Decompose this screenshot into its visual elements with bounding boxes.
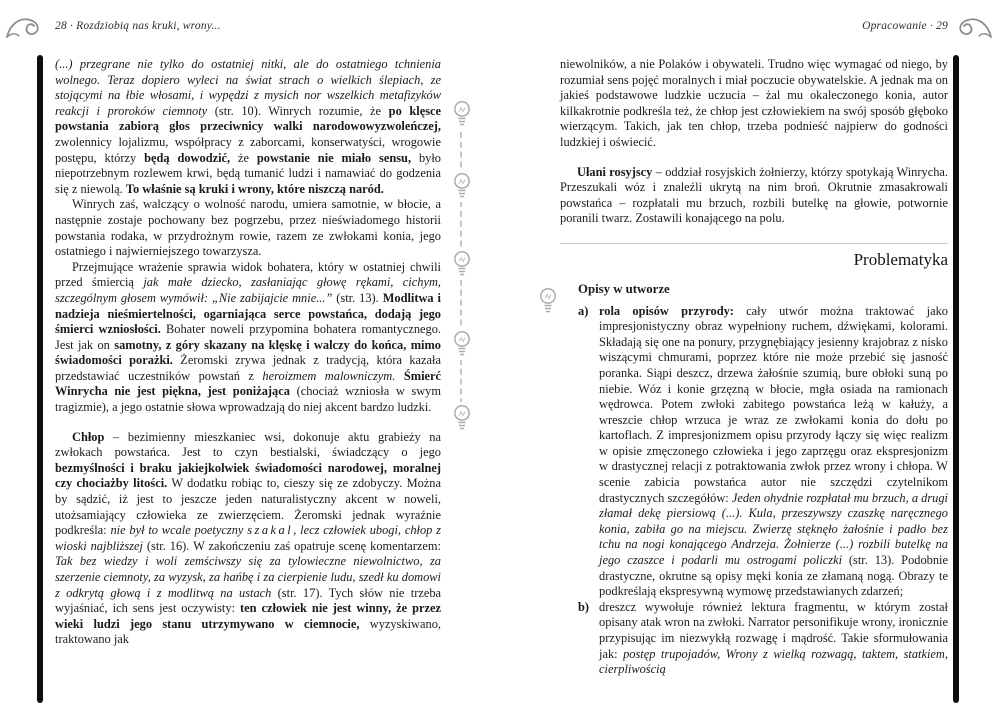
subsection-heading: Opisy w utworze (578, 281, 670, 296)
list-item-text: rola opisów przyrody: cały utwór można traktować jako impresjonistyczny obraz wypełniony ruchem, dźwiękami, kolorami. Składają się one na ponury, przygnębiający jesienny krajobraz z nisko wiszącymi chmurami, poprzez które nie może przebić się jasność poranka. Siąpi deszcz, drzewa żałośnie szumią, bure obłoki suną po niebie. Wóz i konie grzęzną w błocie, mgła osiada na ramionach wędrowca. Potem zwłoki zabitego powstańca leżą w kałuży, a wreszcie chłop wrzuca je wraz ze zwłokami konia do dołu po kartoflach. Z impresjonizmem opisu przyrody łączy się więc realizm w opisie zmęczonego człowieka i jego zaprzęgu oraz ekspresjonizm w drastycznej relacji z potraktowania zwłok przez wrony i chłopa. W scenie zabicia powstańca autor nie szczędzi czytelnikom drastycznych szczegółów: Jeden ohydnie rozpłatał mu brzuch, a drugi złamał dekę piersiową (...). Kula, przeszywszy czaszkę naręcznego konia, zabiła go na miejscu. Zwierzę stęknęło żałośnie i padło bez tchu na nogi konającego Andrzeja. Żołnierze (...) rozbili butelkę na jego czaszce i podarli mu ostrogami policzki (str. 13). Podobnie drastyczne, okrutne są opisy męki konia ze złamaną nogą. Obrazy te podkreślają ekspresywną wymowę przedstawianych zdarzeń; (599, 303, 948, 599)
paragraph: Winrych zaś, walczący o wolność narodu, umiera samotnie, w błocie, a następnie zostaje pochowany bez pogrzebu, przez nieświadomego historii powstania rodaka, w przydrożnym rowie, razem ze zwłokami konia, jego ostatniego i najwierniejszego towarzysza. (55, 197, 441, 259)
paragraph: Chłop – bezimienny mieszkaniec wsi, dokonuje aktu grabieży na zwłokach powstańca. Jest to czyn bestialski, świadczący o jego bezmyślności i braku jakiejkolwiek świadomości narodowej, moralnej czy chociażby litości. W dodatku robiąc to, cieszy się ze zdobyczy. Można by sądzić, iż jest to jeszcze jeden naturalistyczny akcent w noweli, utożsamiający człowieka ze zwierzęciem. Żeromski jednak wyraźnie podkreśla: nie był to wcale poetyczny szakal, lecz człowiek ubogi, chłop z wioski najbliższej (str. 16). W zakończeniu zaś opatruje scenę komentarzem: Tak bez wiedzy i woli zemściwszy się za tylowieczne niewolnictwo, za szerzenie ciemnoty, za wyzysk, za hańbę i za cierpienie ludu, szedł ku domowi z odkrytą głową i z modlitwą na ustach (str. 17). Tych słów nie trzeba wyjaśniać, ich sens jest oczywisty: ten człowiek nie jest winny, że przez wieki ludzi jego stanu utrzymywano w ciemnocie, wyzyskiwano, traktowano jak (55, 429, 442, 647)
left-page-text-column (55, 57, 441, 648)
corner-flourish-icon (956, 14, 992, 49)
lightbulb-icon (450, 248, 474, 280)
page-edge-left (37, 55, 43, 703)
corner-flourish-icon (6, 14, 42, 49)
list-item (578, 304, 948, 600)
lightbulb-icon (536, 285, 560, 317)
list-item-label: b) (578, 599, 590, 614)
page-edge-right (953, 55, 959, 703)
right-page-text-column (560, 57, 948, 678)
lightbulb-icon (450, 170, 474, 202)
lettered-list (578, 304, 948, 678)
paragraph: Ułani rosyjscy – oddział rosyjskich żołnierzy, którzy spotykają Winrycha. Przeszukali wóz i znaleźli ukrytą na nim broń. Okrutnie zmasakrowali powstańca – rozpłatali mu brzuch, rozbili butelkę na głowie, potwornie poranili twarz. Zostawili konającego na polu. (560, 164, 948, 226)
page-header-right: Opracowanie · 29 (862, 20, 948, 32)
lightbulb-icon (450, 98, 474, 130)
paragraph: niewolników, a nie Polaków i obywateli. Trudno więc wymagać od niego, by rozumiał sens pojęć moralnych i miał poczucie obywatelskie. A jednak ma on jakieś podstawowe ludzkie uczucia – żal mu okaleczonego konia, autor kilkakrotnie podkreśla też, że chłop jest człowiekiem na swój sposób głęboko wierzącym. Takich, jak ten chłop, trzeba podnieść najpierw do godności ludzkiej i oświecić. (560, 57, 948, 149)
page-header-left: 28 · Rozdziobią nas kruki, wrony... (55, 20, 221, 32)
lightbulb-icon (450, 328, 474, 360)
section-heading: Problematyka (853, 249, 948, 269)
section-divider (560, 243, 948, 244)
list-item-text: dreszcz wywołuje również lektura fragmentu, w którym został opisany atak wron na zwłoki. Narrator personifikuje wrony, ironicznie przypisując im niezwykłą rozwagę i mądrość. Takie sformułowania jak: postęp trupojadów, Wrony z wielką rozwagą, taktem, statkiem, cierpliwością (599, 599, 948, 677)
list-item-label: a) (578, 303, 589, 318)
paragraph: (...) przegrane nie tylko do ostatniej nitki, ale do ostatniego tchnienia wolnego. Teraz dopiero wyleci na świat strach o wielkich ślepiach, ze stojącymi na łbie włosami, i wypędzi z mysich nor wszelkich metafizyków reakcji i proroków ciemnoty (str. 10). Winrych rozumie, że po klęsce powstania zabiorą głos przeciwnicy walki narodowowyzwoleńczej, zwolennicy lojalizmu, współpracy z zaborcami, konserwatyści, wrogowie postępu, którzy będą dowodzić, że powstanie nie miało sensu, było niepotrzebnym rozlewem krwi, będą tumanić ludzi i namawiać do godzenia się z niewolą. To właśnie są kruki i wrony, które niszczą naród. (55, 57, 442, 196)
list-item (578, 600, 948, 678)
lightbulb-icon (450, 402, 474, 434)
paragraph: Przejmujące wrażenie sprawia widok bohatera, który w ostatniej chwili przed śmiercią jak małe dziecko, zasłaniając głowę rękami, cichym, szczególnym głosem wymówił: „Nie zabijajcie mnie...” (str. 13). Modlitwa i nadzieja nieśmiertelności, ogarniająca serce powstańca, dodają jego śmierci wzniosłości. Bohater noweli przypomina bohatera romantycznego. Jest jak on samotny, z góry skazany na klęskę i walczy do końca, mimo świadomości porażki. Żeromski zrywa jednak z tradycją, która kazała przedstawiać uczestników powstań z heroizmem malowniczym. Śmierć Winrycha nie jest piękna, jest poniżająca (chociaż wzniosła w swym tragizmie), a jego ostatnie słowa wprowadzają do niej akcent bardzo ludzki. (55, 259, 442, 415)
